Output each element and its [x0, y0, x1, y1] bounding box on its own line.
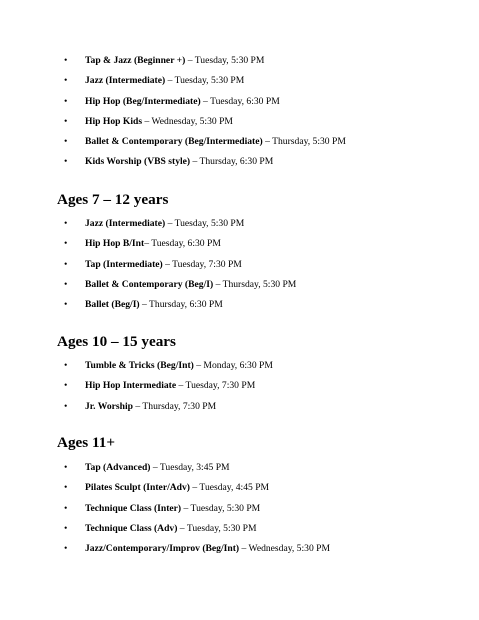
class-list-ages-11-plus	[0, 458, 479, 559]
class-name: Tap (Intermediate)	[85, 258, 163, 270]
class-schedule: – Tuesday, 7:30 PM	[176, 380, 256, 392]
list-item	[0, 132, 479, 152]
list-item-text	[85, 539, 330, 559]
list-item	[0, 112, 479, 132]
list-item	[0, 397, 479, 417]
class-name: Pilates Sculpt (Inter/Adv)	[85, 482, 190, 494]
list-item	[0, 255, 479, 275]
section-heading-ages-11-plus: Ages 11+	[57, 434, 116, 451]
class-list-ages-10-15	[0, 356, 479, 417]
bullet-icon: •	[64, 278, 68, 290]
list-item-text	[85, 51, 264, 71]
class-schedule: – Tuesday, 5:30 PM	[177, 522, 257, 534]
list-item	[0, 214, 479, 234]
class-schedule: – Tuesday, 6:30 PM	[200, 95, 280, 107]
list-item	[0, 275, 479, 295]
list-item-text	[85, 519, 256, 539]
list-item	[0, 92, 479, 112]
class-list-ages-7-12	[0, 214, 479, 315]
list-item	[0, 71, 479, 91]
class-name: Hip Hop Intermediate	[85, 380, 177, 392]
class-name: Tap (Advanced)	[85, 462, 151, 473]
list-item-text	[85, 92, 280, 112]
list-item-text	[85, 152, 273, 172]
bullet-icon: •	[64, 482, 68, 494]
class-schedule: – Wednesday, 5:30 PM	[239, 543, 331, 555]
class-schedule: – Thursday, 7:30 PM	[133, 400, 217, 412]
class-schedule: – Tuesday, 5:30 PM	[165, 218, 245, 229]
list-item-text	[85, 112, 233, 132]
bullet-icon: •	[64, 543, 68, 555]
class-schedule: – Tuesday, 3:45 PM	[150, 462, 230, 473]
bullet-icon: •	[64, 95, 68, 107]
list-item-text	[85, 295, 223, 315]
list-item	[0, 499, 479, 519]
class-name: Jazz (Intermediate)	[85, 218, 166, 229]
list-item	[0, 376, 479, 396]
list-item	[0, 478, 479, 498]
class-schedule: – Tuesday, 6:30 PM	[144, 238, 221, 250]
class-schedule: – Thursday, 5:30 PM	[262, 136, 346, 148]
bullet-icon: •	[64, 55, 68, 66]
class-name: Kids Worship (VBS style)	[85, 156, 191, 168]
bullet-icon: •	[64, 400, 68, 412]
class-name: Ballet & Contemporary (Beg/I)	[85, 278, 214, 290]
list-item-text	[85, 71, 244, 91]
bullet-icon: •	[64, 502, 68, 514]
bullet-icon: •	[64, 462, 68, 473]
class-name: Ballet & Contemporary (Beg/Intermediate)	[85, 136, 263, 148]
bullet-icon: •	[64, 136, 68, 148]
class-name: Technique Class (Inter)	[85, 502, 182, 514]
class-name: Jr. Worship	[85, 400, 133, 412]
class-name: Ballet (Beg/I)	[85, 299, 140, 311]
class-schedule: – Thursday, 6:30 PM	[190, 156, 274, 168]
list-item-text	[85, 458, 230, 478]
class-name: Hip Hop (Beg/Intermediate)	[85, 95, 201, 107]
class-name: Hip Hop B/Int	[85, 238, 145, 250]
bullet-icon: •	[64, 238, 68, 250]
list-item	[0, 539, 479, 559]
list-item	[0, 234, 479, 254]
section-heading-ages-7-12: Ages 7 – 12 years	[57, 191, 169, 208]
class-schedule: – Tuesday, 5:30 PM	[181, 502, 261, 514]
class-name: Hip Hop Kids	[85, 115, 143, 127]
class-schedule: – Tuesday, 5:30 PM	[185, 55, 265, 66]
class-schedule: – Thursday, 6:30 PM	[139, 299, 223, 311]
list-item	[0, 519, 479, 539]
class-schedule: – Tuesday, 5:30 PM	[165, 75, 245, 87]
section-heading-ages-10-15: Ages 10 – 15 years	[57, 333, 176, 350]
list-item	[0, 152, 479, 172]
bullet-icon: •	[64, 522, 68, 534]
list-item-text	[85, 132, 346, 152]
class-list-younger	[0, 51, 479, 173]
list-item-text	[85, 376, 255, 396]
list-item	[0, 458, 479, 478]
class-schedule: – Monday, 6:30 PM	[193, 360, 273, 371]
class-schedule: – Tuesday, 7:30 PM	[162, 258, 242, 270]
list-item-text	[85, 275, 296, 295]
list-item	[0, 356, 479, 376]
class-name: Tumble & Tricks (Beg/Int)	[85, 360, 194, 371]
class-name: Tap & Jazz (Beginner +)	[85, 55, 186, 66]
list-item-text	[85, 397, 216, 417]
bullet-icon: •	[64, 360, 68, 371]
class-schedule: – Tuesday, 4:45 PM	[190, 482, 270, 494]
class-schedule: – Thursday, 5:30 PM	[213, 278, 297, 290]
list-item-text	[85, 356, 273, 376]
list-item-text	[85, 214, 244, 234]
list-item-text	[85, 499, 260, 519]
class-name: Technique Class (Adv)	[85, 522, 178, 534]
list-item-text	[85, 234, 221, 254]
class-name: Jazz/Contemporary/Improv (Beg/Int)	[85, 543, 240, 555]
bullet-icon: •	[64, 299, 68, 311]
list-item	[0, 295, 479, 315]
list-item-text	[85, 478, 269, 498]
bullet-icon: •	[64, 156, 68, 168]
class-name: Jazz (Intermediate)	[85, 75, 166, 87]
bullet-icon: •	[64, 258, 68, 270]
bullet-icon: •	[64, 218, 68, 229]
class-schedule: – Wednesday, 5:30 PM	[142, 115, 233, 127]
bullet-icon: •	[64, 380, 68, 392]
bullet-icon: •	[64, 115, 68, 127]
list-item-text	[85, 255, 242, 275]
bullet-icon: •	[64, 75, 68, 87]
list-item	[0, 51, 479, 71]
